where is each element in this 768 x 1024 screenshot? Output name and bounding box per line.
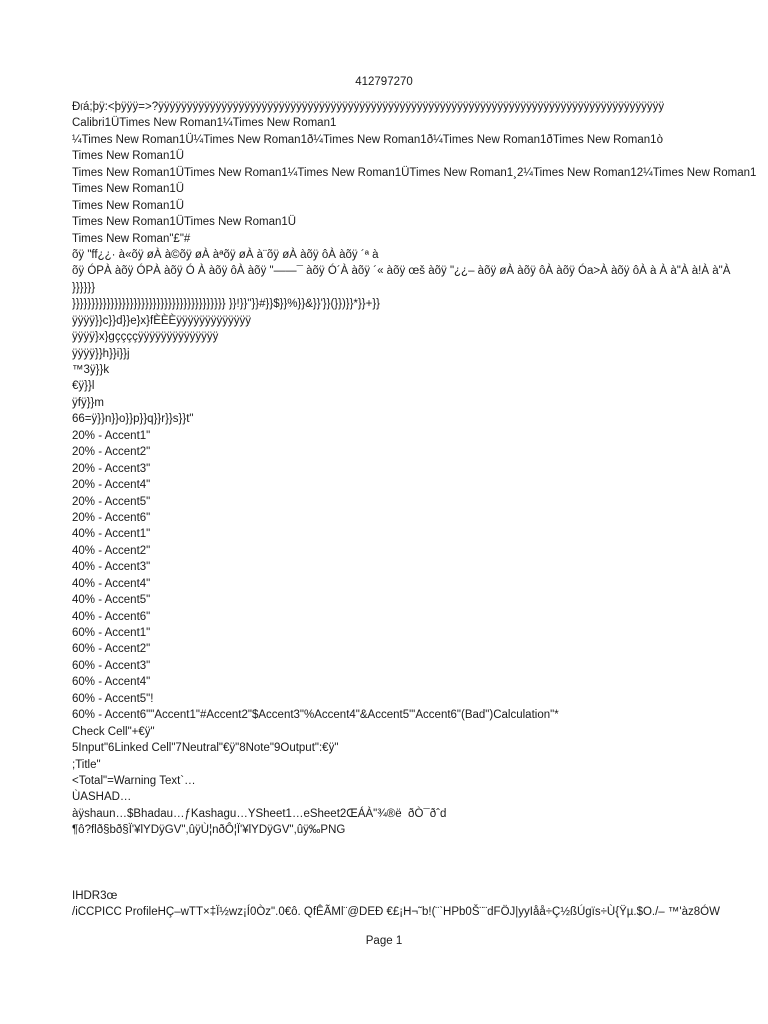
text-line: ™3ÿ}}k — [72, 364, 110, 376]
text-line: ÿÿÿÿ}}c}}d}}e}x}fÈÈÈÿÿÿÿÿÿÿÿÿÿÿÿÿ — [72, 314, 251, 327]
text-line: 40% - Accent1" — [72, 528, 151, 541]
text-line: Times New Roman1Ü — [72, 150, 185, 163]
text-line: 40% - Accent4" — [72, 577, 151, 590]
text-line: €ÿ}}l — [72, 380, 95, 393]
text-line: 20% - Accent6" — [72, 511, 151, 524]
text-line: Times New Roman"£"# — [72, 232, 191, 245]
text-line: /iCCPICC ProfileHÇ–wTT×‡Ï½wz¡Í0Òz".0€ô. QfÊÃMl¨@DEÐ €£¡H¬˜b!(¨`HPb0Š¨¨dFÖJ|yyIåå÷Ç½ßÚgïs÷Ù{Ÿµ.$O./– ™'àz8ÓW — [72, 906, 720, 919]
text-line: ÿÿÿÿ}x}gççççÿÿÿÿÿÿÿÿÿÿÿÿÿÿ — [72, 331, 219, 344]
text-line: àÿshaun…$Bhadau…ƒKashagu…YSheet1…eSheet2ŒÁÀ"¾®ë ðÒ¯ðˆd — [72, 807, 447, 820]
text-line: ÿÿÿÿ}}h}}i}}j — [72, 347, 130, 360]
text-line: Ðࡱá;þÿ:<þÿÿÿ=>?ÿÿÿÿÿÿÿÿÿÿÿÿÿÿÿÿÿÿÿÿÿÿÿÿÿÿÿÿÿÿÿÿÿÿÿÿÿÿÿÿÿÿÿÿÿÿÿÿÿÿÿÿÿÿÿÿÿÿÿÿÿÿÿÿÿÿÿÿÿÿÿÿÿÿÿÿÿÿÿÿÿÿÿÿÿÿÿÿ — [72, 101, 665, 113]
text-line: Times New Roman1Ü — [72, 183, 185, 196]
text-line: Times New Roman1ÜTimes New Roman1¼Times New Roman1ÜTimes New Roman1¸2¼Times New Roman12¼Times New Roman1 — [72, 166, 757, 179]
document-body — [72, 99, 768, 921]
text-line: ¼Times New Roman1Ü¼Times New Roman1ð¼Times New Roman1ð¼Times New Roman1ðTimes New Roman1ò — [72, 133, 663, 146]
text-line: 60% - Accent6""Accent1"#Accent2"$Accent3"%Accent4"&Accent5"'Accent6"(Bad")Calculation"* — [72, 709, 559, 722]
text-line: 20% - Accent3" — [72, 462, 151, 475]
text-line: }}}}}} — [72, 281, 96, 294]
text-line — [72, 839, 768, 855]
text-line: 60% - Accent1" — [72, 627, 151, 639]
text-line: <Total"=Warning Text`… — [72, 774, 196, 787]
text-line: 40% - Accent5" — [72, 594, 151, 607]
page-number-footer: Page 1 — [365, 935, 403, 947]
text-line: }}}}}}}}}}}}}}}}}}}}}}}}}}}}}}}}}}}}}}}} }}!}}"}}#}}$}}%}}&}}'}}(}})}}*}}+}} — [72, 298, 381, 311]
text-line: 60% - Accent2" — [72, 643, 151, 656]
text-line: 60% - Accent3" — [72, 659, 151, 672]
text-line: 20% - Accent5" — [72, 495, 151, 508]
text-line: ÙASHAD… — [72, 791, 132, 804]
document-id-header: 412797270 — [355, 76, 413, 88]
text-line: 20% - Accent2" — [72, 446, 151, 459]
text-line: 5Input"6Linked Cell"7Neutral"€ÿ"8Note"9Output":€ÿ" — [72, 742, 339, 755]
text-line: 20% - Accent4" — [72, 479, 151, 492]
text-line — [72, 855, 768, 871]
text-line: Times New Roman1Ü — [72, 199, 185, 212]
text-line: Times New Roman1ÜTimes New Roman1Ü — [72, 216, 297, 229]
text-line: ;Title" — [72, 758, 101, 771]
text-line: 66=ÿ}}n}}o}}p}}q}}r}}s}}t" — [72, 413, 194, 426]
text-line: 40% - Accent6" — [72, 610, 151, 623]
text-line: Check Cell"+€ÿ" — [72, 725, 155, 738]
text-line: 40% - Accent3" — [72, 561, 151, 574]
text-line: ¶ô?flð§bð§Ï'¥lYDÿGV",ûÿÙ¦nðÔ¦Ï'¥lYDÿGV",ûÿ‰PNG — [72, 824, 346, 837]
text-line: Calibri1ÜTimes New Roman1¼Times New Roman1 — [72, 117, 337, 130]
text-line: 40% - Accent2" — [72, 544, 151, 557]
text-line: 60% - Accent4" — [72, 676, 151, 689]
text-line: IHDR3œ — [72, 890, 118, 902]
text-line: õÿ ÓPÀ àõÿ ÓPÀ àõÿ Ó À àõÿ ôÀ àõÿ "——¯ àõÿ Ó´À àõÿ ´« àõÿ œš àõÿ "¿¿– àõÿ øÀ àõÿ ôÀ àõÿ Óa>À àõÿ ôÀ à À à"À à!À à"À — [72, 265, 731, 278]
text-line: 20% - Accent1" — [72, 429, 151, 442]
text-line: õÿ "ff¿¿· à«õÿ øÀ à©õÿ øÀ àªõÿ øÀ à¨õÿ øÀ àõÿ ôÀ àõÿ ´ª à — [72, 248, 379, 261]
text-line: 60% - Accent5"! — [72, 692, 154, 705]
text-line — [72, 872, 768, 888]
text-line: ÿfÿ}}m — [72, 396, 104, 409]
